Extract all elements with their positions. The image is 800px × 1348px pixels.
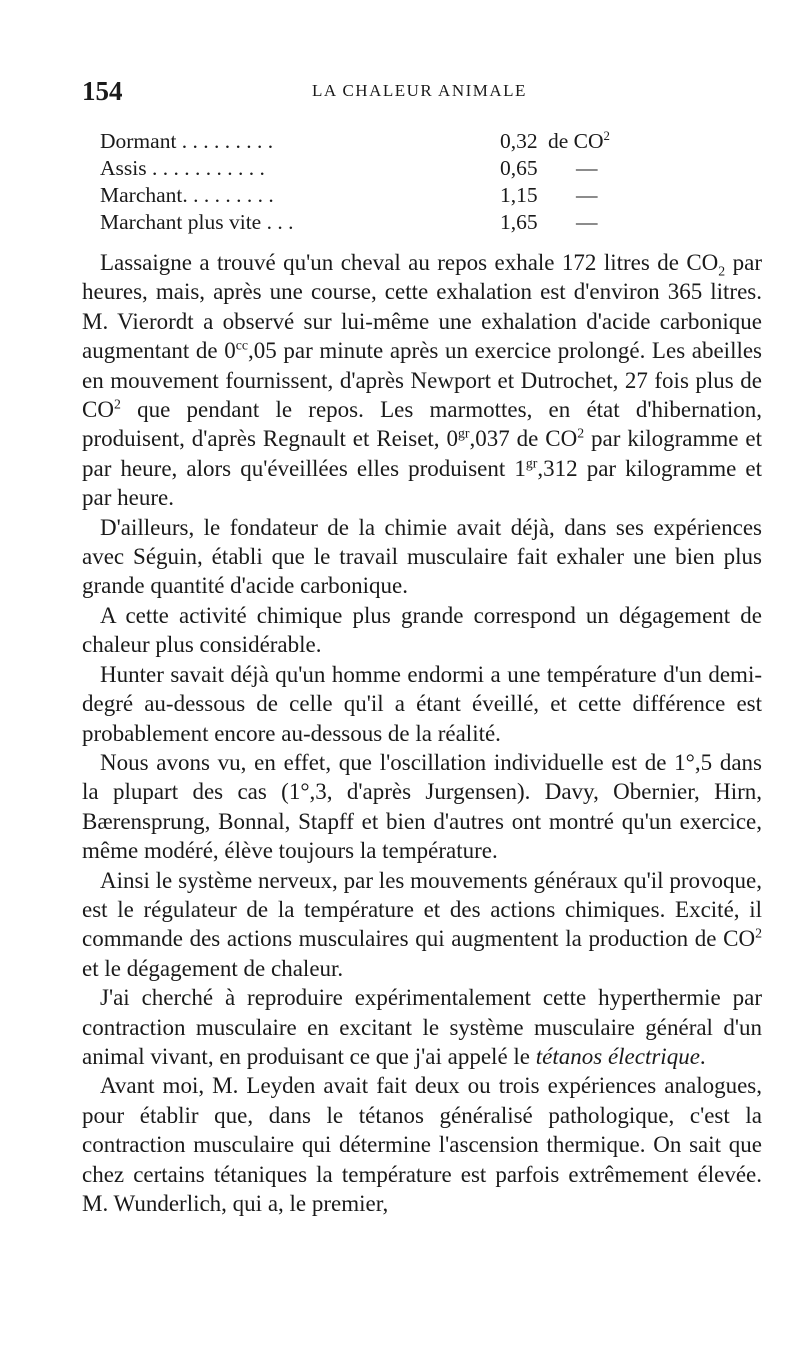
paragraph: J'ai cherché à reproduire expérimentalement cette hyperthermie par contraction musculaire en excitant le système musculaire général d'un animal vivant, en produisant ce que j'ai appelé le tétanos électrique. bbox=[82, 985, 762, 1069]
row-unit: de $CO^2$ bbox=[548, 128, 610, 153]
page-header bbox=[82, 76, 762, 106]
running-title: LA CHALEUR ANIMALE bbox=[312, 81, 527, 100]
row-ditto-dash: — bbox=[576, 156, 598, 180]
row-label: Dormant . . . . . . . . . bbox=[100, 129, 274, 153]
row-value: 1,65 bbox=[500, 210, 538, 234]
paragraph: D'ailleurs, le fondateur de la chimie avait déjà, dans ses expériences avec Séguin, établi que le travail musculaire fait exhaler une bien plus grande quantité d'acide carbonique. bbox=[82, 514, 762, 599]
row-label: Assis . . . . . . . . . . . bbox=[100, 156, 265, 180]
row-label: Marchant. . . . . . . . . bbox=[100, 183, 274, 207]
row-value: 0,32 bbox=[500, 129, 538, 153]
row-value: 1,15 bbox=[500, 183, 538, 207]
paragraph: Hunter savait déjà qu'un homme endormi a une température d'un demi-degré au-dessous de celle qu'il a étant éveillé, et cette différence est probablement encore au-dessous de la réalité. bbox=[82, 661, 762, 746]
paragraph: A cette activité chimique plus grande correspond un dégagement de chaleur plus considérable. bbox=[82, 602, 762, 658]
page-number: 154 bbox=[82, 76, 123, 106]
row-value: 0,65 bbox=[500, 156, 538, 180]
row-ditto-dash: — bbox=[576, 210, 598, 234]
paragraph: Ainsi le système nerveux, par les mouvements généraux qu'il provoque, est le régulateur de la température et des actions chimiques. Excité, il commande des actions musculaires qui augmentent la production de $CO^2$ et le dégagement de chaleur. bbox=[82, 867, 762, 981]
paragraph: Avant moi, M. Leyden avait fait deux ou trois expériences analogues, pour établir que, dans le tétanos généralisé pathologique, c'est la contraction musculaire qui détermine l'ascension thermique. On sait que chez certains tétaniques la température est parfois extrêmement élevée. M. Wunderlich, qui a, le premier, bbox=[82, 1073, 762, 1216]
italic-term: tétanos électrique bbox=[535, 1043, 700, 1069]
paragraph: Lassaigne a trouvé qu'un cheval au repos exhale 172 litres de $CO_2$ par heures, mais, après une course, cette exhalation est d'environ 365 litres. M. Vierordt a observé sur lui-même une exhalation d'acide carbonique augmentant de $0^{cc},05$ par minute après un exercice prolongé. Les abeilles en mouvement fournissent, d'après Newport et Dutrochet, 27 fois plus de $CO^2$ que pendant le repos. Les marmottes, en état d'hibernation, produisent, d'après Regnault et Reiset, $0^{gr},037$ de $CO^2$ par kilogramme et par heure, alors qu'éveillées elles produisent $1^{gr},312$ par kilogramme et par heure. bbox=[82, 250, 763, 511]
body-text bbox=[82, 248, 762, 1218]
row-label: Marchant plus vite . . . bbox=[100, 210, 294, 234]
row-ditto-dash: — bbox=[576, 183, 598, 207]
paragraph: Nous avons vu, en effet, que l'oscillation individuelle est de 1°,5 dans la plupart des cas (1°,3, d'après Jurgensen). Davy, Obernier, Hirn, Bærensprung, Bonnal, Stapff et bien d'autres ont montré qu'un exercice, même modéré, élève toujours la température. bbox=[82, 749, 762, 864]
